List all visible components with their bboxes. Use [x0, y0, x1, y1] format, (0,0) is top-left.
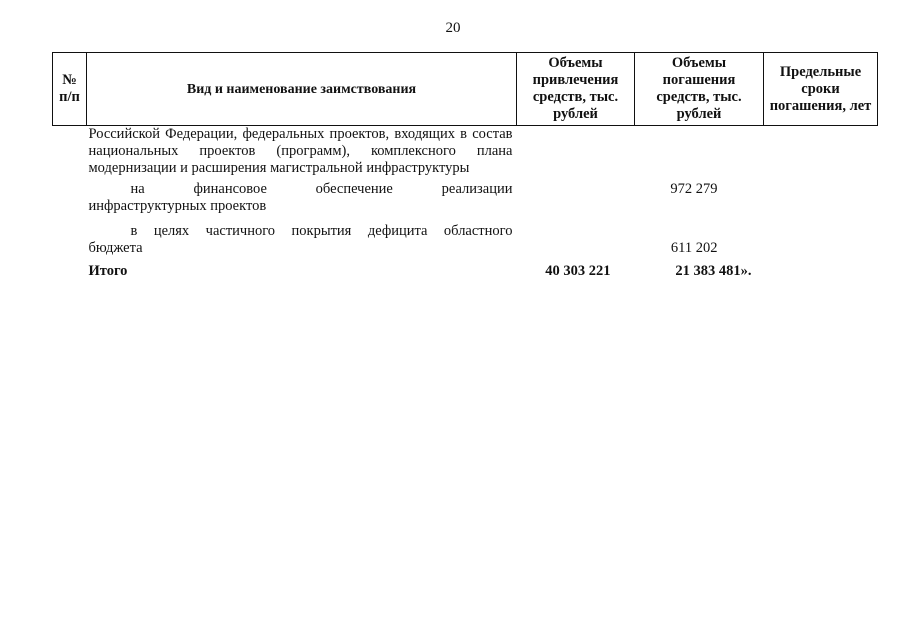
table-row: [53, 126, 878, 178]
header-num: № п/п: [53, 53, 87, 126]
header-term: Предельные сроки погашения, лет: [764, 53, 878, 126]
row-name-line1: в целях частичного покрытия дефицита областного: [130, 223, 513, 239]
row-name: [87, 215, 517, 257]
table-row: [53, 215, 878, 257]
row-name: [87, 177, 517, 215]
row-repay: 611 202: [670, 240, 718, 256]
row-raise: [517, 126, 635, 178]
row-repay: [635, 126, 764, 178]
borrowings-table: [52, 52, 878, 280]
header-repay: Объемы погашения средств, тыс. рублей: [635, 53, 764, 126]
row-raise: [517, 177, 635, 215]
row-repay: 972 279: [670, 181, 718, 197]
table-header-row: [53, 53, 878, 126]
row-name-line2: бюджета: [88, 240, 143, 256]
row-name-line2: инфраструктурных проектов: [88, 198, 267, 214]
row-name: Российской Федерации, федеральных проектов, входящих в состав национальных проектов (программ), комплексного плана модернизации и расширения магистральной инфраструктуры: [88, 126, 513, 176]
total-row: [53, 257, 878, 280]
total-raise: 40 303 221: [545, 263, 611, 279]
total-label: Итого: [88, 263, 128, 279]
row-name-line1: на финансовое обеспечение реализации: [130, 181, 513, 197]
row-raise: [517, 215, 635, 257]
page-number: 20: [445, 20, 461, 36]
total-repay: 21 383 481».: [675, 263, 752, 279]
table-row: [53, 177, 878, 215]
header-raise: Объемы привлечения средств, тыс. рублей: [517, 53, 635, 126]
header-name: Вид и наименование заимствования: [87, 53, 517, 126]
